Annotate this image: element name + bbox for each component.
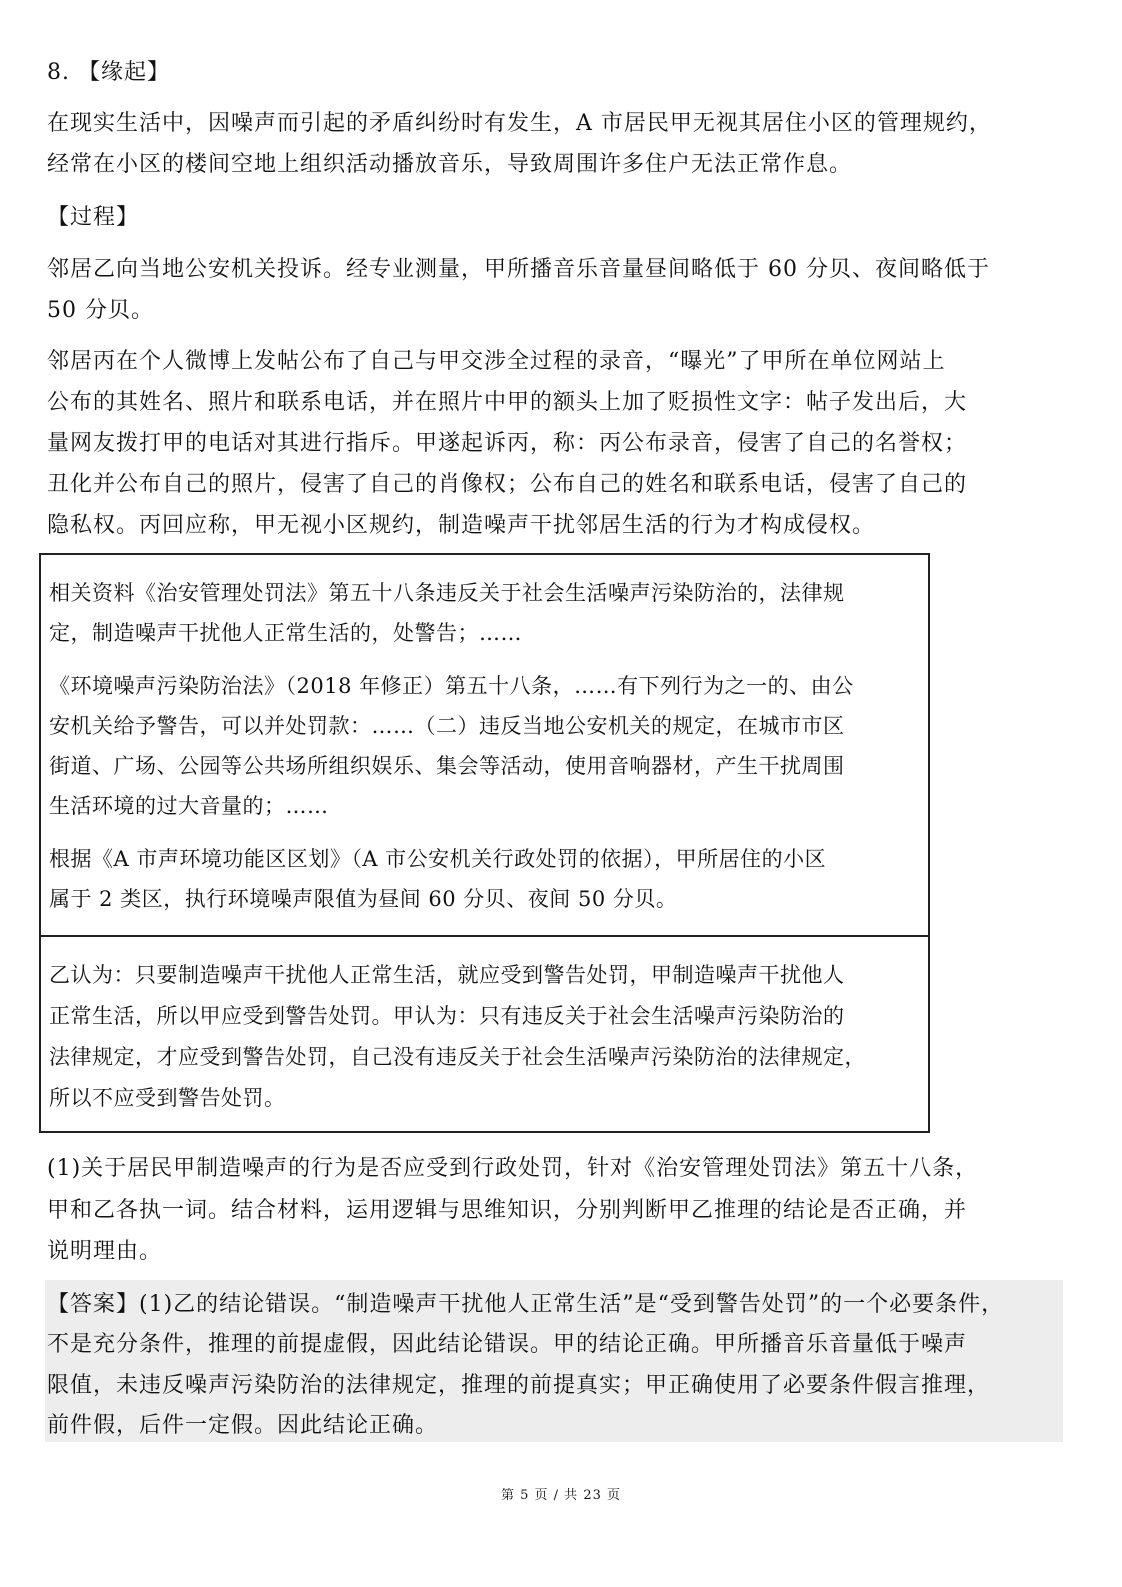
answer-line: 【答案】(1)乙的结论错误。“制造噪声干扰他人正常生活”是“受到警告处罚”的一个必要条件， xyxy=(47,1292,1005,1317)
process-line: 邻居乙向当地公安机关投诉。经专业测量，甲所播音乐音量昼间略低于 60 分贝、夜间略低于 xyxy=(47,257,990,282)
process-heading: 【过程】 xyxy=(47,205,140,230)
materials-line: 相关资料《治安管理处罚法》第五十八条违反关于社会生活噪声污染防治的，法律规 xyxy=(49,581,845,605)
process-line: 50 分贝。 xyxy=(47,298,154,323)
question-heading: 8. 【缘起】 xyxy=(47,60,170,85)
views-line: 乙认为：只要制造噪声干扰他人正常生活，就应受到警告处罚，甲制造噪声干扰他人 xyxy=(49,963,845,987)
origin-line: 经常在小区的楼间空地上组织活动播放音乐，导致周围许多住户无法正常作息。 xyxy=(47,152,853,177)
process-line: 邻居丙在个人微博上发帖公布了自己与甲交涉全过程的录音，“曝光”了甲所在单位网站上 xyxy=(47,349,946,374)
answer-line: 前件假，后件一定假。因此结论正确。 xyxy=(47,1413,439,1438)
process-line: 量网友拨打甲的电话对其进行指斥。甲遂起诉丙，称：丙公布录音，侵害了自己的名誉权； xyxy=(47,431,968,456)
page-footer: 第 5 页 / 共 23 页 xyxy=(501,1488,621,1503)
origin-line: 在现实生活中，因噪声而引起的矛盾纠纷时有发生，A 市居民甲无视其居住小区的管理规约， xyxy=(47,111,992,136)
materials-line: 定，制造噪声干扰他人正常生活的，处警告；…… xyxy=(49,621,522,645)
materials-line: 生活环境的过大音量的；…… xyxy=(49,794,329,818)
materials-line: 《环境噪声污染防治法》（2018 年修正）第五十八条，……有下列行为之一的、由公 xyxy=(49,674,854,698)
sub-question-line: 甲和乙各执一词。结合材料，运用逻辑与思维知识，分别判断甲乙推理的结论是否正确，并 xyxy=(47,1198,968,1223)
answer-line: 限值，未违反噪声污染防治的法律规定，推理的前提真实；甲正确使用了必要条件假言推理， xyxy=(47,1373,991,1398)
materials-box xyxy=(39,553,930,937)
process-line: 公布的其姓名、照片和联系电话，并在照片中甲的额头上加了贬损性文字：帖子发出后，大 xyxy=(47,390,968,415)
process-line: 隐私权。丙回应称，甲无视小区规约，制造噪声干扰邻居生活的行为才构成侵权。 xyxy=(47,513,876,538)
views-box xyxy=(39,935,930,1133)
views-line: 所以不应受到警告处罚。 xyxy=(49,1086,286,1110)
answer-line: 不是充分条件，推理的前提虚假，因此结论错误。甲的结论正确。甲所播音乐音量低于噪声 xyxy=(47,1332,968,1357)
sub-question-line: (1)关于居民甲制造噪声的行为是否应受到行政处罚，针对《治安管理处罚法》第五十八条， xyxy=(47,1156,979,1181)
materials-line: 属于 2 类区，执行环境噪声限值为昼间 60 分贝、夜间 50 分贝。 xyxy=(49,887,678,911)
materials-line: 根据《A 市声环境功能区区划》（A 市公安机关行政处罚的依据），甲所居住的小区 xyxy=(49,847,827,871)
views-line: 正常生活，所以甲应受到警告处罚。甲认为：只有违反关于社会生活噪声污染防治的 xyxy=(49,1004,845,1028)
views-line: 法律规定，才应受到警告处罚，自己没有违反关于社会生活噪声污染防治的法律规定， xyxy=(49,1045,866,1069)
materials-line: 安机关给予警告，可以并处罚款：……（二）违反当地公安机关的规定，在城市市区 xyxy=(49,714,845,738)
materials-line: 街道、广场、公园等公共场所组织娱乐、集会等活动，使用音响器材，产生干扰周围 xyxy=(49,754,845,778)
sub-question-line: 说明理由。 xyxy=(47,1239,163,1264)
process-line: 丑化并公布自己的照片，侵害了自己的肖像权；公布自己的姓名和联系电话，侵害了自己的 xyxy=(47,472,968,497)
